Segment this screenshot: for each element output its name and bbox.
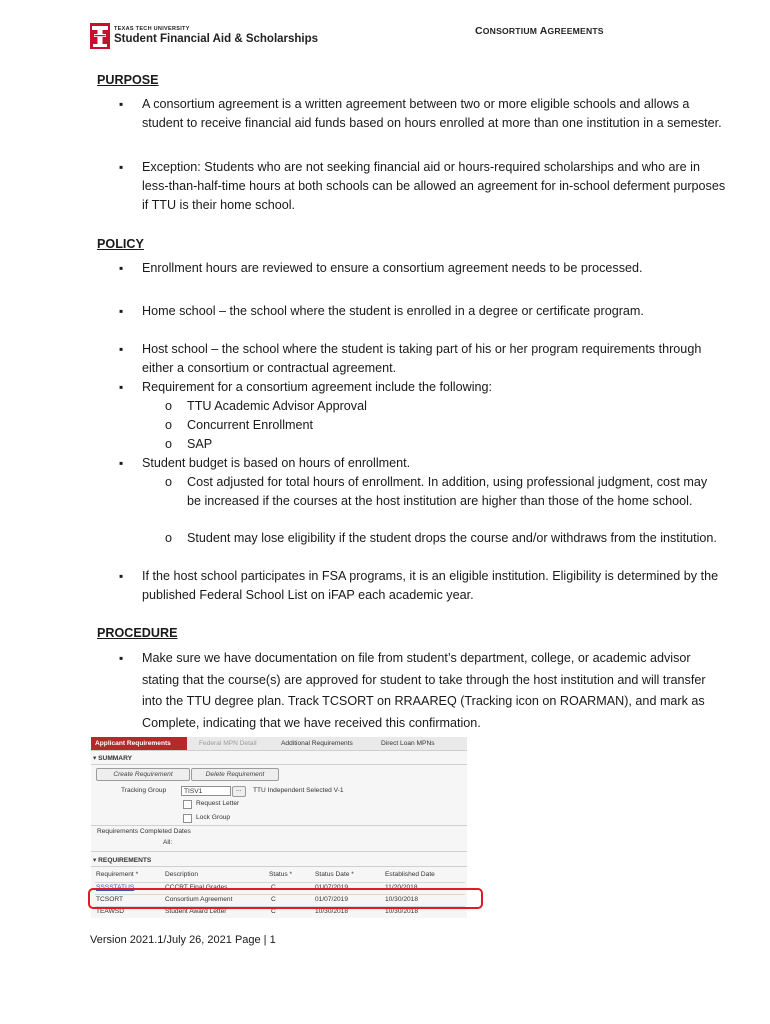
- procedure-heading: PROCEDURE: [97, 626, 178, 640]
- all-dates-label: All:: [163, 839, 173, 846]
- tcsort-row-highlight: [88, 888, 483, 909]
- column-header[interactable]: Status Date *: [315, 871, 354, 878]
- document-title: CONSORTIUM AGREEMENTS: [475, 25, 604, 37]
- completed-dates-label: Requirements Completed Dates: [97, 828, 191, 835]
- table-cell-requirement[interactable]: TEAWSD: [96, 908, 124, 915]
- double-t-logo-icon: [90, 23, 110, 49]
- table-cell: CCCRT Final Grades: [165, 884, 228, 891]
- table-cell: 11/20/2018: [385, 884, 418, 891]
- request-letter-checkbox[interactable]: [183, 800, 192, 809]
- tab-applicant-requirements[interactable]: Applicant Requirements: [91, 737, 187, 750]
- requirement-sub-item: o TTU Academic Advisor Approval: [187, 397, 717, 416]
- summary-section-label: ▾ SUMMARY: [93, 755, 132, 762]
- tracking-group-description: TTU Independent Selected V-1: [253, 787, 344, 794]
- collapse-icon[interactable]: ▾: [93, 755, 97, 762]
- tab-federal-mpn-detail[interactable]: Federal MPN Detail: [199, 740, 257, 747]
- column-header[interactable]: Established Date: [385, 871, 435, 878]
- policy-bullet: ▪ If the host school participates in FSA programs, it is an eligible institution. Eligibility is determined by the published Federal School List on iFAP each academic year.: [142, 567, 727, 605]
- table-cell: Student Award Letter: [165, 908, 227, 915]
- table-cell: 10/30/2018: [385, 908, 419, 915]
- tab-direct-loan-mpns[interactable]: Direct Loan MPNs: [381, 740, 435, 747]
- table-cell: 01/07/2019: [315, 896, 349, 903]
- table-cell: 10/30/2018: [315, 908, 349, 915]
- create-requirement-button[interactable]: Create Requirement: [96, 768, 190, 781]
- collapse-icon[interactable]: ▾: [93, 857, 97, 864]
- table-cell: 10/30/2018: [385, 896, 419, 903]
- policy-bullet: ▪ Requirement for a consortium agreement include the following:: [142, 378, 727, 397]
- tab-additional-requirements[interactable]: Additional Requirements: [281, 740, 353, 747]
- purpose-heading: PURPOSE: [97, 73, 159, 87]
- logo-department-name: Student Financial Aid & Scholarships: [114, 32, 319, 45]
- policy-bullet: ▪ Home school – the school where the student is enrolled in a degree or certificate program.: [142, 302, 727, 321]
- screenshot-tab-bar: [91, 737, 467, 751]
- requirements-section-label: ▾ REQUIREMENTS: [93, 857, 152, 864]
- column-header[interactable]: Requirement *: [96, 871, 139, 878]
- procedure-bullet: ▪ Make sure we have documentation on file from student’s department, college, or academic advisor stating that the course(s) are approved for student to take through the host institution and will transfer into the TTU degree plan. Track TCSORT on RRAAREQ (Tracking icon on ROARMAN), and mark as Complete, indicating that we have received this confirmation.: [142, 648, 727, 735]
- table-cell-requirement[interactable]: SSSSTATUS: [96, 884, 135, 891]
- tracking-group-input[interactable]: TISV1: [181, 786, 231, 796]
- table-cell: C: [271, 884, 276, 891]
- lock-group-label: Lock Group: [196, 814, 231, 821]
- policy-bullet: ▪ Student budget is based on hours of enrollment.: [142, 454, 727, 473]
- table-cell: C: [271, 896, 276, 903]
- purpose-bullet: ▪ A consortium agreement is a written agreement between two or more eligible schools and allows a student to receive financial aid funds based on hours enrolled at more than one institution in a semester.: [142, 95, 727, 133]
- column-header[interactable]: Description: [165, 871, 198, 878]
- requirement-sub-item: o Concurrent Enrollment: [187, 416, 717, 435]
- logo-university-name: TEXAS TECH UNIVERSITY: [114, 26, 190, 32]
- policy-bullet: ▪ Host school – the school where the student is taking part of his or her program requirements through either a consortium or contractual agreement.: [142, 340, 727, 378]
- university-logo: [90, 22, 318, 50]
- table-cell: 01/07/2019: [315, 884, 349, 891]
- tracking-group-label: Tracking Group: [121, 787, 167, 794]
- table-cell: C: [271, 908, 276, 915]
- purpose-bullet: ▪ Exception: Students who are not seeking financial aid or hours-required scholarships and who are in less-than-half-time hours at both schools can be allowed an agreement for in-school deferment purposes if TTU is their home school.: [142, 158, 727, 215]
- request-letter-label: Request Letter: [196, 800, 240, 807]
- page-footer: Version 2021.1/July 26, 2021 Page | 1: [90, 934, 276, 946]
- policy-heading: POLICY: [97, 237, 144, 251]
- tracking-group-lookup-button[interactable]: ...: [232, 786, 246, 797]
- table-cell: Consortium Agreement: [165, 896, 233, 903]
- column-header[interactable]: Status *: [269, 871, 293, 878]
- requirement-sub-item: o SAP: [187, 435, 717, 454]
- budget-sub-item: o Cost adjusted for total hours of enrollment. In addition, using professional judgment, cost may be increased if the courses at the host institution are higher than those of the home school.: [187, 473, 717, 511]
- delete-requirement-button[interactable]: Delete Requirement: [191, 768, 279, 781]
- lock-group-checkbox[interactable]: [183, 814, 192, 823]
- policy-bullet: ▪ Enrollment hours are reviewed to ensure a consortium agreement needs to be processed.: [142, 259, 727, 278]
- table-cell-requirement[interactable]: TCSORT: [96, 896, 123, 903]
- budget-sub-item: o Student may lose eligibility if the student drops the course and/or withdraws from the institution.: [187, 529, 717, 548]
